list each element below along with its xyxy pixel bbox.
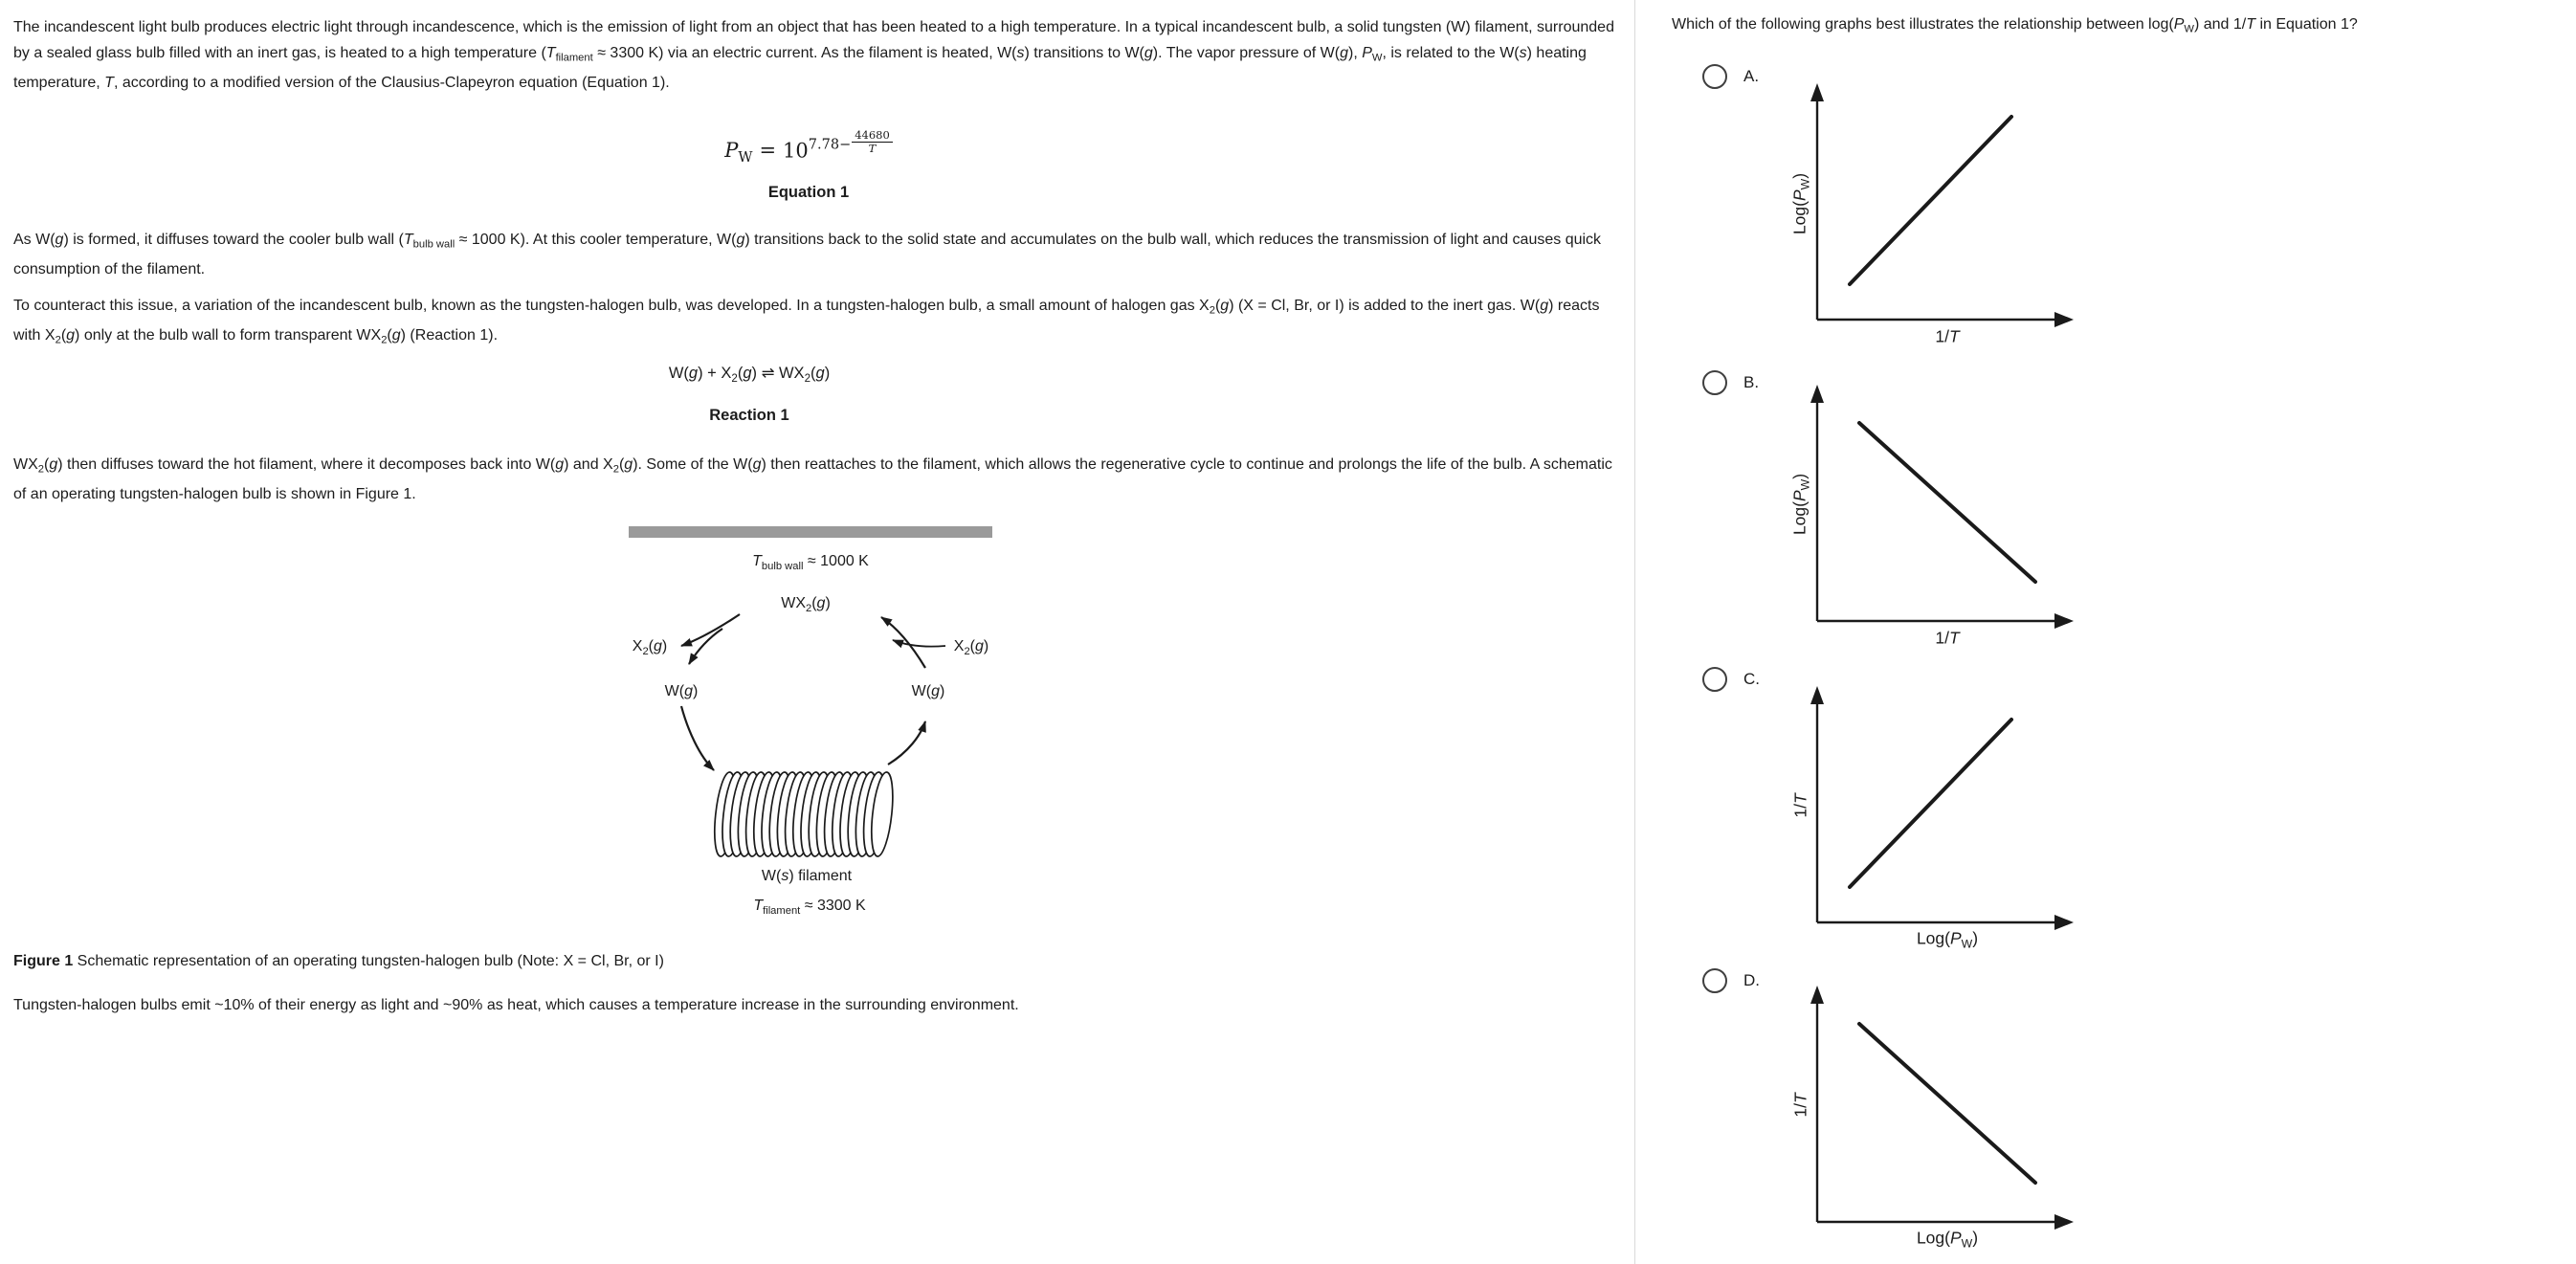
x2-right-label: $X_2(g)$ — [953, 638, 989, 657]
x-axis-arrowhead — [2054, 613, 2074, 629]
option-d-radio[interactable] — [1702, 968, 1727, 993]
arrow-filament-to-w — [888, 721, 925, 765]
option-c-letter: C. — [1743, 670, 1760, 688]
option-b-xlabel: 1/T — [1935, 628, 1960, 648]
option-d-xlabel: $Log(P_W)$ — [1916, 1228, 1979, 1251]
y-axis-arrowhead — [1810, 686, 1824, 704]
fraction-numerator: 44680 — [852, 129, 893, 143]
arrow-w-to-filament — [681, 706, 714, 770]
equation-1 — [0, 128, 1617, 166]
option-b-letter: B. — [1743, 373, 1760, 391]
passage-paragraph-1: The incandescent light bulb produces electric light through incandescence, which is the emission of light from an object that has been heated to a high temperature. In a typical incandescent bulb, a solid tungsten (W) filament, surrounded by a sealed glass bulb filled with an inert gas, is heated to a high temperature ($T_{filament} \approx 3300$ K) via an electric current. As the filament is heated, W(s) transitions to W(g). The vapor pressure of W(g), $P_W$, is related to the W(s) heating temperature, T, according to a modified version of the Clausius-Clapeyron equation (Equation 1). — [13, 19, 1614, 91]
trend-line — [1859, 1024, 2035, 1183]
w-left-label: W(g) — [664, 683, 699, 699]
figure-1-art — [574, 521, 1053, 957]
y-axis-arrowhead — [1810, 986, 1824, 1004]
equals-sign: = — [759, 139, 777, 163]
option-c-radio[interactable] — [1702, 667, 1727, 692]
passage-paragraph-3: To counteract this issue, a variation of the incandescent bulb, known as the tungsten-halogen bulb, was developed. In a tungsten-halogen bulb, a small amount of halogen gas $X_2(g) (X = Cl$, Br, or I) is added to the inert gas. W(g) reacts with $X_2(g)$ only at the bulb wall to form transparent $WX_2(g)$ (Reaction 1). — [13, 298, 1600, 346]
option-b-ylabel: $Log(P_W)$ — [1789, 473, 1812, 536]
option-a-ylabel: $Log(P_W)$ — [1789, 172, 1812, 235]
option-a-xlabel: 1/T — [1935, 326, 1960, 346]
trend-line — [1850, 117, 2011, 284]
equation-exponent — [808, 128, 893, 158]
trend-line — [1850, 720, 2011, 887]
option-a-graph — [1799, 57, 2086, 356]
filament-coil — [711, 772, 896, 856]
option-b-radio[interactable] — [1702, 370, 1727, 395]
x2-left-label: $X_2(g)$ — [632, 638, 668, 657]
reaction-1-label: Reaction 1 — [709, 407, 789, 424]
option-d-letter: D. — [1743, 971, 1760, 989]
x-axis-arrowhead — [2054, 915, 2074, 930]
x-axis-arrowhead — [2054, 1214, 2074, 1230]
w-right-label: W(g) — [911, 683, 945, 699]
wx2-label: $WX_2(g)$ — [781, 595, 831, 614]
figure-1-caption: Figure 1 Schematic representation of an operating tungsten-halogen bulb (Note: X = Cl, Br, or I) — [13, 953, 664, 969]
equation-base: 10 — [783, 139, 809, 163]
exponent-fraction — [852, 129, 893, 155]
filament-label: W(s) filament — [761, 868, 853, 884]
x-axis-arrowhead — [2054, 312, 2074, 327]
option-b-graph — [1799, 359, 2086, 657]
exponent-prefix: 7.78− — [808, 137, 852, 153]
passage-paragraph-4: $WX_2(g)$ then diffuses toward the hot filament, where it decomposes back into W(g) and $X_2(g)$. Some of the W(g) then reattaches to the filament, which allows the regenerative cycle to continue and prolongs the life of the bulb. A schematic of an operating tungsten-halogen bulb is shown in Figure 1. — [13, 456, 1612, 503]
option-c-xlabel: $Log(P_W)$ — [1916, 928, 1979, 951]
trend-line — [1859, 423, 2035, 582]
equation-lhs: $P_W$ — [724, 139, 753, 166]
option-d-ylabel: 1/T — [1790, 1093, 1810, 1118]
option-d-graph — [1799, 960, 2086, 1258]
t-filament-label: $T_{filament} \approx 3300$ K — [753, 898, 866, 917]
equation-1-label: Equation 1 — [767, 184, 850, 201]
y-axis-arrowhead — [1810, 83, 1824, 101]
arrow-x2-right-join — [893, 640, 945, 647]
option-c-ylabel: 1/T — [1790, 793, 1810, 818]
option-a-radio[interactable] — [1702, 64, 1727, 89]
question-text: Which of the following graphs best illustrates the relationship between $\log(P_W)$ and 1/T in Equation 1? — [1672, 16, 2358, 35]
passage-paragraph-2: As W(g) is formed, it diffuses toward the cooler bulb wall ($T_{bulb wall} \approx 1000$ K). At this cooler temperature, W(g) transitions back to the solid state and accumulates on the bulb wall, which reduces the transmission of light and causes quick consumption of the filament. — [13, 232, 1602, 278]
option-c-graph — [1799, 660, 2086, 959]
fraction-denominator: T — [868, 141, 877, 155]
t-bulb-wall-label: $T_{bulb wall} \approx 1000$ K — [752, 553, 869, 572]
arrow-wx2-to-x2-left — [681, 614, 740, 646]
reaction-1: $W(g) + X_2(g)$ ⇌ $WX_2(g)$ — [668, 365, 831, 385]
option-a-letter: A. — [1743, 67, 1760, 85]
panel-divider — [1634, 0, 1635, 1264]
passage-paragraph-5: Tungsten-halogen bulbs emit ~10% of their energy as light and ~90% as heat, which causes a temperature increase in the surrounding environment. — [13, 997, 1019, 1013]
y-axis-arrowhead — [1810, 385, 1824, 403]
